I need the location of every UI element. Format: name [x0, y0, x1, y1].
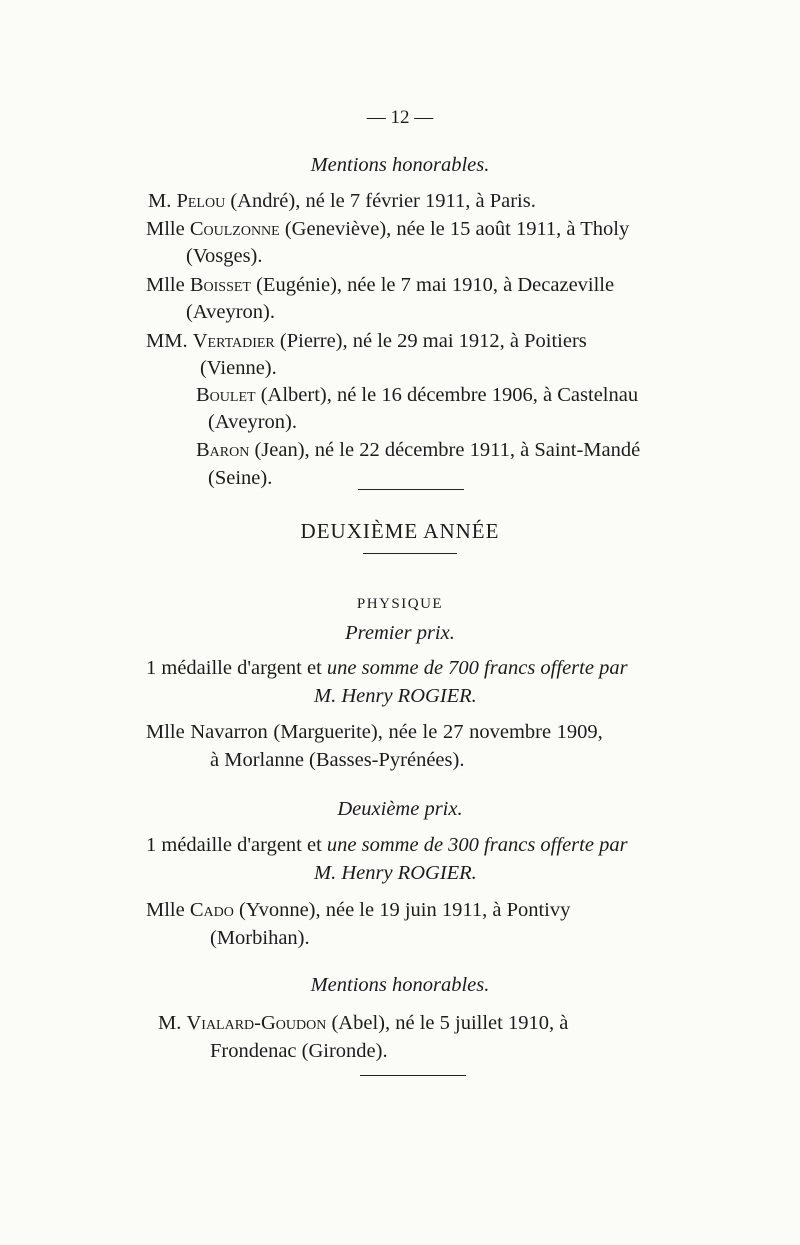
- mentions2-continuation: Frondenac (Gironde).: [210, 1040, 388, 1062]
- entry-baron: [196, 437, 640, 463]
- premier-award-line: [146, 655, 628, 681]
- entry-continuation: (Vosges).: [186, 245, 263, 267]
- entry-boisset: [146, 272, 614, 298]
- entry-prefix: Mlle: [146, 218, 185, 240]
- premier-prix-title: Premier prix.: [345, 622, 455, 644]
- entry-prefix: Mlle: [146, 899, 185, 921]
- entry-details: (Yvonne), née le 19 juin 1911, à Pontivy: [233, 899, 571, 921]
- award-sum: une somme de 300 francs offerte par: [326, 834, 628, 856]
- award-sum: une somme de 700 francs offerte par: [326, 657, 628, 679]
- award-text: 1 médaille d'argent et: [146, 657, 327, 679]
- deuxieme-donor: M. Henry ROGIER.: [314, 862, 477, 884]
- divider-rule: [358, 489, 464, 490]
- entry-pelou: [148, 188, 536, 214]
- section-title: PHYSIQUE: [356, 596, 444, 612]
- entry-continuation: (Vienne).: [200, 357, 277, 379]
- entry-surname: Coulzonne: [189, 218, 280, 240]
- deuxieme-winner: [146, 897, 570, 923]
- entry-prefix: Mlle: [146, 274, 185, 296]
- premier-donor: M. Henry ROGIER.: [314, 685, 477, 707]
- page-number: — 12 —: [366, 107, 434, 128]
- year-underline: [363, 553, 457, 554]
- entry-vertadier: [146, 328, 587, 354]
- entry-prefix: M.: [158, 1012, 182, 1034]
- entry-boulet: [196, 382, 638, 408]
- entry-prefix: M.: [148, 190, 172, 212]
- entry-coulzonne: [146, 216, 629, 242]
- entry-surname: Boisset: [189, 274, 251, 296]
- entry-details: (Eugénie), née le 7 mai 1910, à Decazeville: [250, 274, 615, 296]
- year-title: DEUXIÈME ANNÉE: [300, 519, 500, 543]
- entry-continuation: (Aveyron).: [208, 411, 297, 433]
- deuxieme-winner-place: (Morbihan).: [210, 927, 310, 949]
- entry-details: (André), né le 7 février 1911, à Paris.: [225, 190, 536, 212]
- entry-surname: Boulet: [196, 384, 256, 406]
- entry-surname: Pelou: [176, 190, 226, 212]
- mentions2-entry: [158, 1010, 568, 1036]
- award-text: 1 médaille d'argent et: [146, 834, 327, 856]
- premier-winner-place: à Morlanne (Basses-Pyrénées).: [210, 749, 465, 771]
- divider-rule: [360, 1075, 466, 1076]
- mentions-heading: Mentions honorables.: [310, 154, 490, 176]
- entry-prefix: MM.: [146, 330, 188, 352]
- entry-details: (Abel), né le 5 juillet 1910, à: [326, 1012, 569, 1034]
- entry-surname: Cado: [189, 899, 234, 921]
- deuxieme-prix-title: Deuxième prix.: [337, 798, 463, 820]
- mentions2-heading: Mentions honorables.: [310, 974, 490, 996]
- entry-details: (Pierre), né le 29 mai 1912, à Poitiers: [274, 330, 587, 352]
- entry-surname: Vialard-Goudon: [186, 1012, 327, 1034]
- entry-surname: Baron: [196, 439, 250, 461]
- entry-details: (Geneviève), née le 15 août 1911, à Tholy: [279, 218, 630, 240]
- deuxieme-award-line: [146, 832, 628, 858]
- entry-continuation: (Seine).: [208, 467, 273, 489]
- premier-winner: Mlle Navarron (Marguerite), née le 27 novembre 1909,: [146, 721, 603, 743]
- entry-details: (Jean), né le 22 décembre 1911, à Saint-Mandé: [249, 439, 641, 461]
- entry-details: (Albert), né le 16 décembre 1906, à Castelnau: [255, 384, 639, 406]
- entry-surname: Vertadier: [192, 330, 275, 352]
- entry-continuation: (Aveyron).: [186, 301, 275, 323]
